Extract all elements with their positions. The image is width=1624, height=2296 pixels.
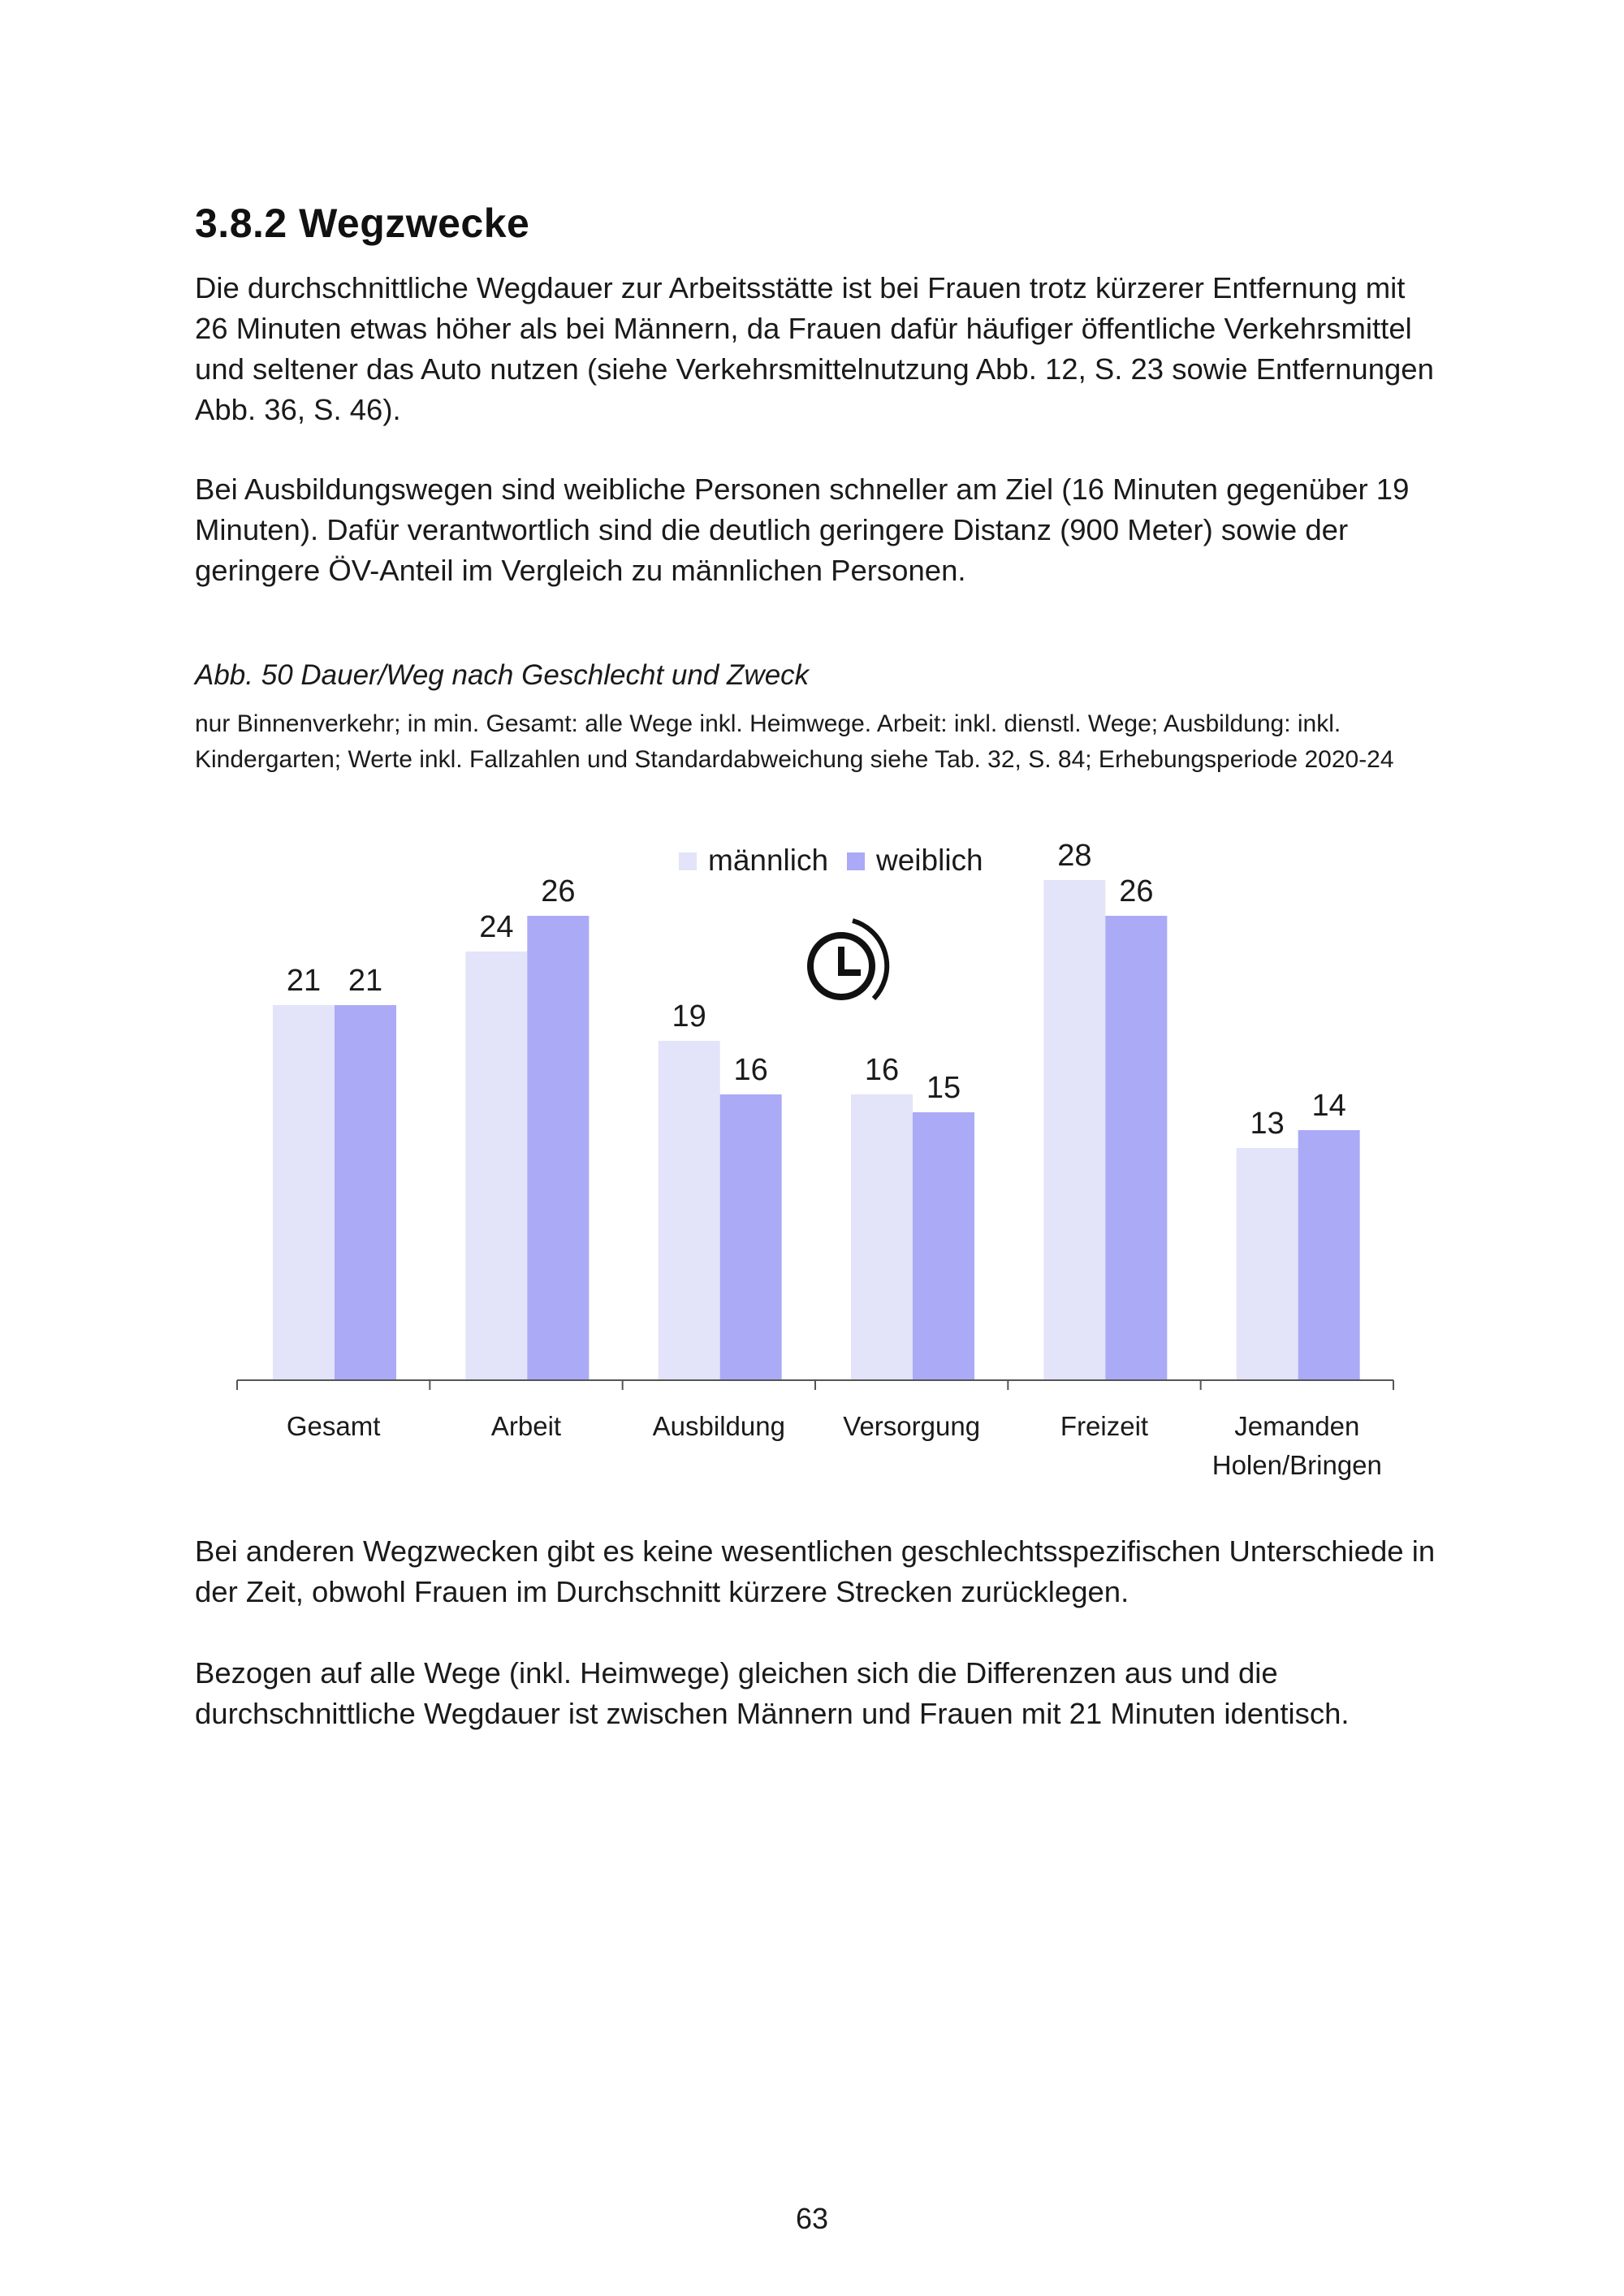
figure-caption: Abb. 50 Dauer/Weg nach Geschlecht und Zweck (195, 659, 810, 691)
bar-versorgung-weiblich (913, 1112, 974, 1380)
bar-freizeit-weiblich (1105, 916, 1167, 1380)
bar-ausbildung-männlich (659, 1041, 720, 1380)
duration-bar-chart (0, 812, 1624, 1510)
bar-arbeit-weiblich (527, 916, 589, 1380)
x-tick-label-ausbildung: Ausbildung (652, 1411, 785, 1441)
x-tick-label-jemanden-holen-bringen: Jemanden Holen/Bringen (1212, 1411, 1382, 1480)
paragraph-andere-zwecke: Bei anderen Wegzwecken gibt es keine wesentlichen geschlechtsspezifischen Unterschiede in der Zeit, obwohl Frauen im Durchschnitt kürzere Strecken zurücklegen. (195, 1534, 1436, 1608)
bar-jemanden-holen-bringen-männlich (1237, 1148, 1298, 1380)
paragraph-ausbildung: Bei Ausbildungswegen sind weibliche Personen schneller am Ziel (16 Minuten gegenüber 19 Minuten). Dafür verantwortlich sind die deutlich geringere Distanz (900 Meter) sowie der geringere ÖV-Anteil im Vergleich zu männlichen Personen. (195, 473, 1410, 587)
data-label-freizeit-weiblich: 26 (1119, 874, 1154, 908)
paragraph-arbeit: Die durchschnittliche Wegdauer zur Arbeitsstätte ist bei Frauen trotz kürzerer Entfernung mit 26 Minuten etwas höher als bei Männern, da Frauen dafür häufiger öffentliche Verkehrsmittel und seltener das Auto nutzen (siehe Verkehrsmittelnutzung Abb. 12, S. 23 sowie Entfernungen Abb. 36, S. 46). (195, 271, 1434, 426)
data-label-versorgung-weiblich: 15 (926, 1071, 961, 1105)
data-label-ausbildung-männlich: 19 (672, 999, 706, 1034)
x-tick-label-gesamt: Gesamt (286, 1411, 381, 1441)
bar-gesamt-weiblich (335, 1005, 396, 1380)
clock-hands (841, 950, 857, 973)
x-tick-label-freizeit: Freizeit (1060, 1411, 1149, 1441)
figure-note: nur Binnenverkehr; in min. Gesamt: alle Wege inkl. Heimwege. Arbeit: inkl. dienstl. Wege; Ausbildung: inkl. Kindergarten; Werte inkl. Fallzahlen und Standardabweichung siehe Tab. 32, S. 84; Erhebungsperiode 2020-24 (195, 710, 1394, 773)
bar-gesamt-männlich (273, 1005, 335, 1380)
section-title: 3.8.2 Wegzwecke (195, 201, 530, 246)
bar-versorgung-männlich (851, 1094, 913, 1380)
data-label-jemanden-holen-bringen-männlich: 13 (1250, 1107, 1285, 1141)
bar-jemanden-holen-bringen-weiblich (1298, 1130, 1360, 1380)
data-label-jemanden-holen-bringen-weiblich: 14 (1311, 1089, 1346, 1123)
bar-freizeit-männlich (1043, 880, 1105, 1380)
x-tick-label-versorgung: Versorgung (843, 1411, 981, 1441)
legend-swatch-weiblich (847, 852, 865, 870)
data-label-arbeit-männlich: 24 (479, 910, 514, 944)
data-label-versorgung-männlich: 16 (864, 1053, 900, 1087)
data-label-ausbildung-weiblich: 16 (733, 1053, 768, 1087)
bar-arbeit-männlich (465, 952, 527, 1380)
data-label-freizeit-männlich: 28 (1057, 839, 1092, 873)
paragraph-alle-wege: Bezogen auf alle Wege (inkl. Heimwege) gleichen sich die Differenzen aus und die durchschnittliche Wegdauer ist zwischen Männern und Frauen mit 21 Minuten identisch. (195, 1656, 1350, 1730)
data-label-arbeit-weiblich: 26 (541, 874, 576, 908)
x-tick-label-arbeit: Arbeit (490, 1411, 562, 1441)
data-label-gesamt-weiblich: 21 (348, 964, 383, 998)
legend-label-weiblich: weiblich (876, 844, 983, 877)
legend-label-männlich: männlich (708, 844, 829, 877)
legend-swatch-männlich (679, 852, 697, 870)
page-number: 63 (795, 2202, 829, 2235)
data-label-gesamt-männlich: 21 (286, 964, 322, 998)
bar-ausbildung-weiblich (720, 1094, 782, 1380)
